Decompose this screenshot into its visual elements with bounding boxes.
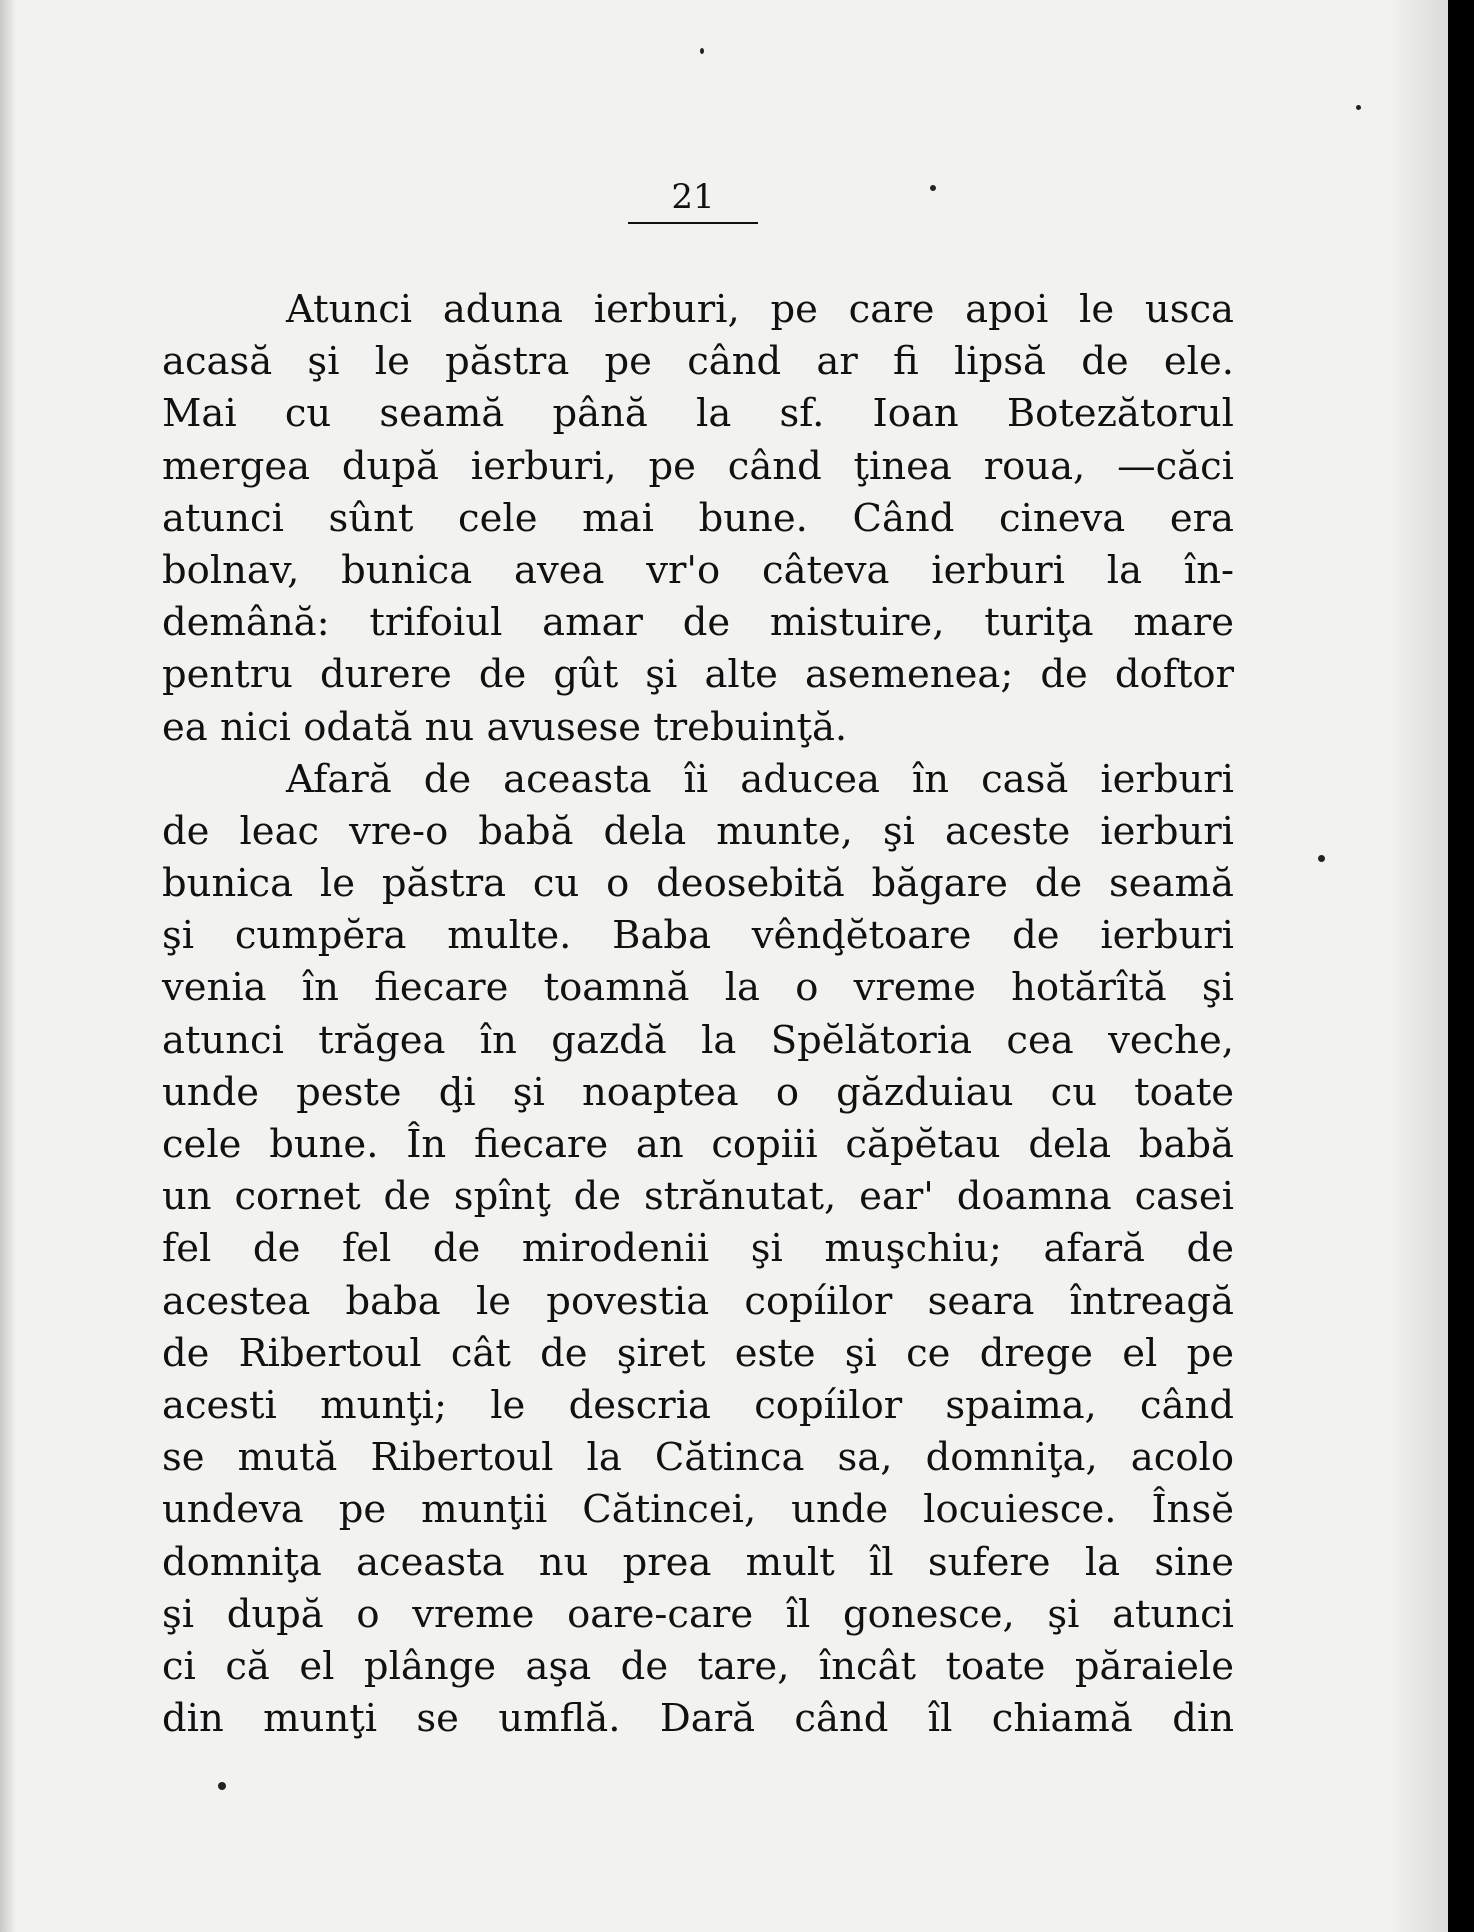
text-line: se mută Ribertoul la Cătinca sa, domniţa, acolo [162,1435,1234,1481]
text-line: şi după o vreme oare-care îl gonesce, şi atunci [162,1591,1234,1637]
text-line: bolnav, bunica avea vr'o câteva ierburi la în- [162,547,1234,593]
text-line: mergea după ierburi, pe când ţinea roua, —căci [162,443,1234,489]
text-line: bunica le păstra cu o deosebită băgare de seamă [162,861,1234,907]
text-line: Afară de aceasta îi aducea în casă ierburi [286,756,1234,802]
text-line: pentru durere de gût şi alte asemenea; de doftor [162,652,1234,698]
text-line: acasă şi le păstra pe când ar fi lipsă de ele. [162,339,1234,385]
text-line: atunci sûnt cele mai bune. Când cineva era [162,495,1234,541]
speck [1356,105,1361,110]
text-line: demână: trifoiul amar de mistuire, turiţa mare [162,600,1234,646]
text-line: acestea baba le povestia copíilor seara întreagă [162,1278,1234,1324]
text-line: cele bune. În fiecare an copiii căpĕtau dela babă [162,1122,1234,1167]
text-line: acesti munţi; le descria copíilor spaima, când [162,1382,1234,1428]
page-edge-shadow [1388,0,1448,1932]
text-line: Atunci aduna ierburi, pe care apoi le usca [286,287,1234,332]
text-line: fel de fel de mirodenii şi muşchiu; afară de [162,1226,1234,1272]
text-line: de leac vre-o babă dela munte, şi aceste ierburi [162,808,1234,854]
text-line: din munţi se umflă. Dară când îl chiamă din [162,1696,1234,1742]
speck [218,1782,226,1790]
text-line: atunci trăgea în gazdă la Spĕlătoria cea veche, [162,1017,1234,1063]
text-line: şi cumpĕra multe. Baba vênḑĕtoare de ierburi [162,913,1234,959]
text-line: venia în fiecare toamnă la o vreme hotărîtă şi [162,965,1234,1011]
text-line: unde peste ḑi şi noaptea o găzduiau cu toate [162,1069,1234,1115]
text-line: domniţa aceasta nu prea mult îl sufere la sine [162,1539,1234,1585]
speck [700,48,704,54]
text-line: ea nici odată nu avusese trebuinţă. [162,704,848,750]
text-line: un cornet de spînţ de strănutat, ear' doamna casei [162,1174,1234,1220]
text-line: undeva pe munţii Cătincei, unde locuiesce. Însĕ [162,1487,1234,1533]
text-line: ci că el plânge aşa de tare, încât toate păraiele [162,1643,1234,1689]
body-text [162,284,1234,1745]
text-line: de Ribertoul cât de şiret este şi ce drege el pe [162,1330,1234,1376]
text-line: Mai cu seamă până la sf. Ioan Botezătorul [162,391,1234,437]
speck [1318,855,1325,862]
page-left-shadow [0,0,16,1932]
page-number: 21 [628,180,758,224]
speck [930,185,936,191]
